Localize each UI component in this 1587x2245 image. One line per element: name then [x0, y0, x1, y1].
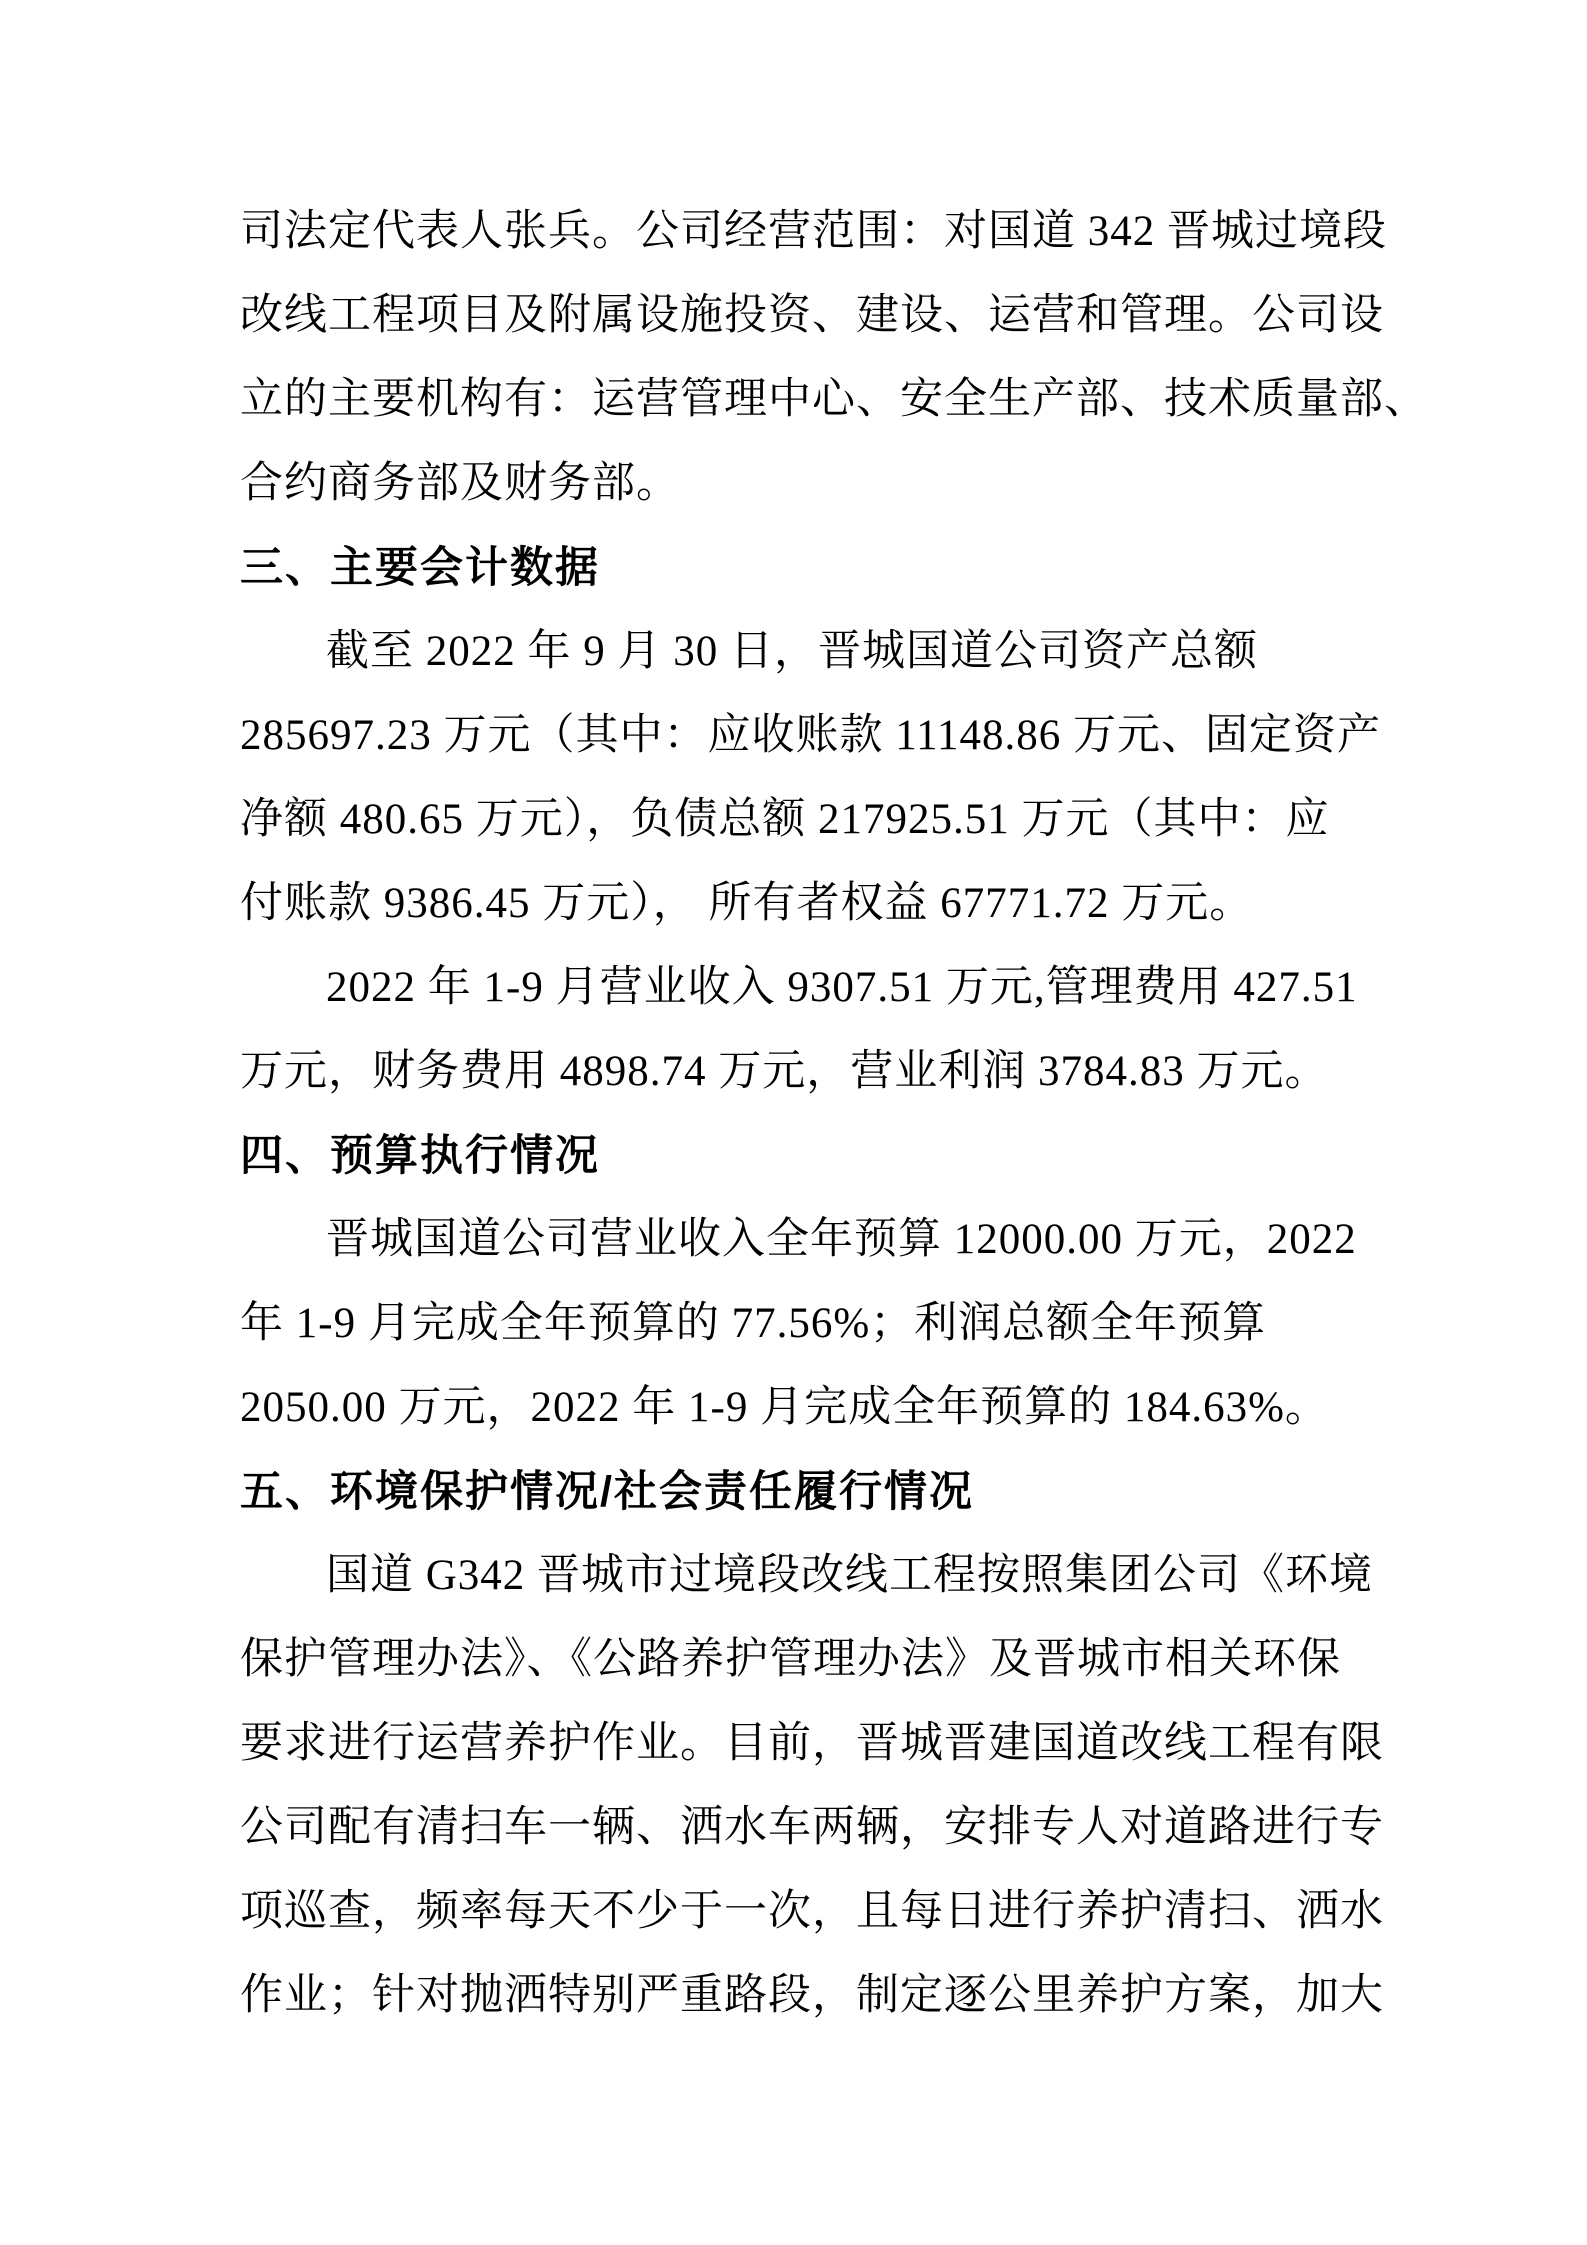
section-heading-budget-execution: 四、预算执行情况 [240, 1132, 600, 1180]
section-heading-environment-responsibility: 五、环境保护情况/社会责任履行情况 [240, 1468, 974, 1516]
text-line: 立的主要机构有：运营管理中心、安全生产部、技术质量部、 [240, 376, 1428, 423]
text-line: 要求进行运营养护作业。目前，晋城晋建国道改线工程有限 [240, 1720, 1384, 1767]
text-line: 公司配有清扫车一辆、洒水车两辆，安排专人对道路进行专 [240, 1804, 1384, 1851]
text-line: 国道 G342 晋城市过境段改线工程按照集团公司《环境 [326, 1552, 1374, 1599]
text-line: 保护管理办法》、《公路养护管理办法》及晋城市相关环保 [240, 1636, 1341, 1683]
text-line: 改线工程项目及附属设施投资、建设、运营和管理。公司设 [240, 292, 1384, 339]
text-line: 截至 2022 年 9 月 30 日，晋城国道公司资产总额 [326, 628, 1258, 675]
text-line: 2050.00 万元，2022 年 1-9 月完成全年预算的 184.63%。 [240, 1384, 1329, 1431]
text-line: 净额 480.65 万元），负债总额 217925.51 万元（其中：应 [240, 796, 1330, 843]
text-line: 万元，财务费用 4898.74 万元，营业利润 3784.83 万元。 [240, 1048, 1329, 1095]
section-heading-accounting-data: 三、主要会计数据 [240, 544, 600, 592]
document-text [240, 190, 1430, 2038]
text-line: 晋城国道公司营业收入全年预算 12000.00 万元，2022 [326, 1216, 1357, 1263]
text-line: 付账款 9386.45 万元）， 所有者权益 67771.72 万元。 [240, 880, 1254, 927]
text-line: 项巡查，频率每天不少于一次，且每日进行养护清扫、洒水 [240, 1888, 1384, 1935]
text-line: 285697.23 万元（其中：应收账款 11148.86 万元、固定资产 [240, 712, 1382, 759]
text-line: 年 1-9 月完成全年预算的 77.56%；利润总额全年预算 [240, 1300, 1267, 1347]
text-line: 司法定代表人张兵。公司经营范围：对国道 342 晋城过境段 [240, 208, 1387, 255]
text-line: 2022 年 1-9 月营业收入 9307.51 万元,管理费用 427.51 [326, 964, 1358, 1011]
text-line: 合约商务部及财务部。 [240, 460, 680, 507]
text-line: 作业；针对抛洒特别严重路段，制定逐公里养护方案，加大 [240, 1972, 1384, 2019]
